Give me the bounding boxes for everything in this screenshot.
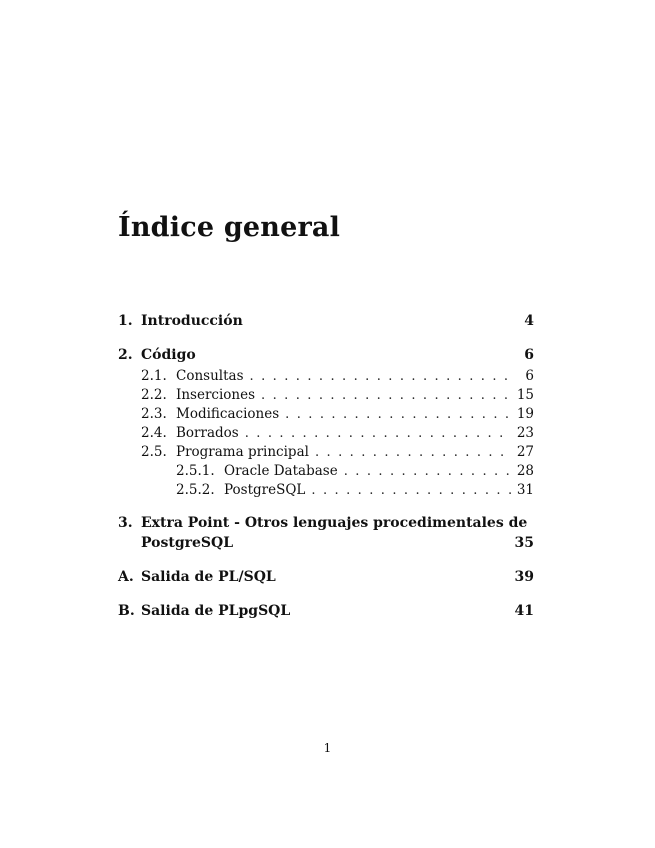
toc-label: Modificaciones xyxy=(176,406,280,422)
toc-page: 6 xyxy=(524,347,534,363)
toc-page: 4 xyxy=(524,313,534,329)
toc-page: 35 xyxy=(514,535,534,551)
toc-page: 41 xyxy=(514,603,534,619)
toc-number: 2. xyxy=(118,347,133,363)
toc-number: 2.2. xyxy=(141,387,167,403)
toc-entry-oracle-database[interactable] xyxy=(176,463,534,479)
toc-leader-dots xyxy=(311,483,512,498)
toc-page: 23 xyxy=(516,425,534,441)
toc-number: 2.5. xyxy=(141,444,167,460)
toc-entry-extra-point[interactable] xyxy=(118,515,534,531)
toc-leader-dots xyxy=(285,407,512,422)
toc-entry-inserciones[interactable] xyxy=(141,387,534,403)
page-title: Índice general xyxy=(118,212,341,243)
toc-entry-postgresql[interactable] xyxy=(176,482,534,498)
toc-label: Oracle Database xyxy=(224,463,338,479)
toc-page: 19 xyxy=(516,406,534,422)
toc-label: Código xyxy=(141,347,196,363)
toc-number: 3. xyxy=(118,515,133,531)
toc-label-line2: PostgreSQL xyxy=(141,535,234,551)
toc-number: 2.3. xyxy=(141,406,167,422)
toc-entry-salida-plpgsql[interactable] xyxy=(118,603,534,619)
toc-entry-introduccion[interactable] xyxy=(118,313,534,329)
toc-page: 28 xyxy=(516,463,534,479)
toc-label: Introducción xyxy=(141,313,243,329)
toc-label: Salida de PL/SQL xyxy=(141,569,276,585)
toc-leader-dots xyxy=(245,426,512,441)
toc-page: 27 xyxy=(516,444,534,460)
toc-leader-dots xyxy=(261,388,512,403)
toc-number: A. xyxy=(118,569,134,585)
toc-label: Borrados xyxy=(176,425,239,441)
toc-entry-salida-plsql[interactable] xyxy=(118,569,534,585)
toc-entry-programa-principal[interactable] xyxy=(141,444,534,460)
toc-page: 15 xyxy=(516,387,534,403)
toc-page: 31 xyxy=(516,482,534,498)
toc-entry-codigo[interactable] xyxy=(118,347,534,363)
toc-number: B. xyxy=(118,603,135,619)
toc-number: 1. xyxy=(118,313,133,329)
toc-label: Salida de PLpgSQL xyxy=(141,603,291,619)
toc-number: 2.1. xyxy=(141,368,167,384)
toc-page: 6 xyxy=(525,368,534,384)
toc-entry-consultas[interactable] xyxy=(141,368,534,384)
toc-leader-dots xyxy=(344,464,512,479)
toc-number: 2.4. xyxy=(141,425,167,441)
toc-leader-dots xyxy=(315,445,512,460)
toc-label: Consultas xyxy=(176,368,244,384)
toc-number: 2.5.1. xyxy=(176,463,215,479)
toc-entry-borrados[interactable] xyxy=(141,425,534,441)
toc-number: 2.5.2. xyxy=(176,482,215,498)
toc-page: 39 xyxy=(514,569,534,585)
toc-label: PostgreSQL xyxy=(224,482,306,498)
page-number: 1 xyxy=(323,741,332,755)
toc-label-line1: Extra Point - Otros lenguajes procedimentales de xyxy=(141,515,528,531)
toc-entry-extra-point-cont[interactable] xyxy=(141,535,534,551)
toc-label: Programa principal xyxy=(176,444,309,460)
toc-leader-dots xyxy=(250,369,513,384)
toc-entry-modificaciones[interactable] xyxy=(141,406,534,422)
toc-label: Inserciones xyxy=(176,387,256,403)
